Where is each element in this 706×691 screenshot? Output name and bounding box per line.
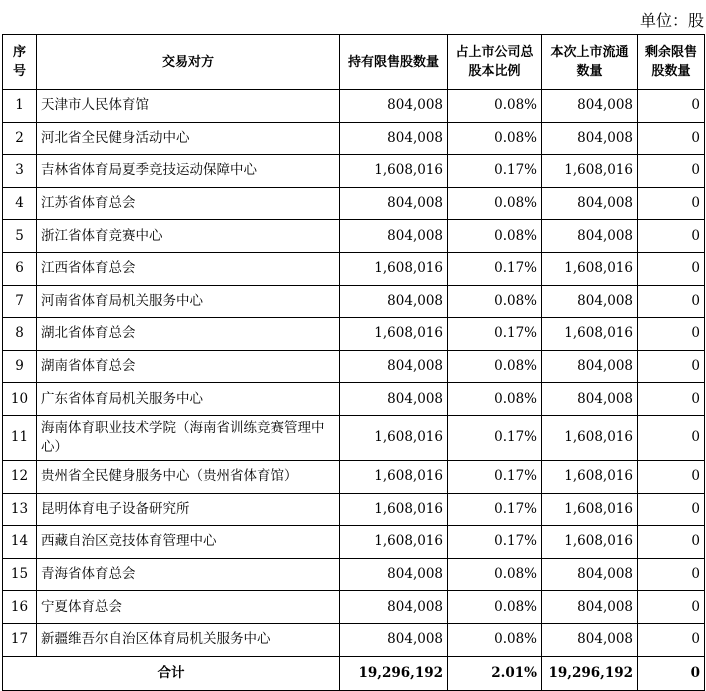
row-listed-shares: 804,008 — [542, 591, 638, 624]
row-listed-shares: 804,008 — [542, 90, 638, 123]
row-remaining-shares: 0 — [638, 187, 705, 220]
total-row — [3, 656, 705, 690]
row-counterparty: 浙江省体育竞赛中心 — [37, 220, 340, 253]
row-remaining-shares: 0 — [638, 415, 705, 460]
row-held-shares: 1,608,016 — [340, 526, 448, 559]
table-header-row — [3, 35, 705, 90]
row-held-shares: 1,608,016 — [340, 318, 448, 351]
total-label: 合计 — [3, 656, 340, 690]
row-listed-shares: 1,608,016 — [542, 252, 638, 285]
table-row — [3, 155, 705, 188]
row-number: 15 — [3, 558, 37, 591]
row-held-shares: 804,008 — [340, 558, 448, 591]
row-listed-shares: 804,008 — [542, 383, 638, 416]
total-listed: 19,296,192 — [542, 656, 638, 690]
row-held-shares: 804,008 — [340, 350, 448, 383]
row-counterparty: 湖北省体育总会 — [37, 318, 340, 351]
row-ratio: 0.17% — [448, 155, 542, 188]
table-row — [3, 623, 705, 656]
row-counterparty: 江苏省体育总会 — [37, 187, 340, 220]
row-number: 3 — [3, 155, 37, 188]
row-ratio: 0.08% — [448, 90, 542, 123]
row-listed-shares: 1,608,016 — [542, 460, 638, 493]
header-listed-shares: 本次上市流通数量 — [542, 35, 638, 90]
row-held-shares: 1,608,016 — [340, 460, 448, 493]
table-row — [3, 460, 705, 493]
row-counterparty: 江西省体育总会 — [37, 252, 340, 285]
row-remaining-shares: 0 — [638, 493, 705, 526]
header-held-shares: 持有限售股数量 — [340, 35, 448, 90]
row-ratio: 0.17% — [448, 460, 542, 493]
row-number: 17 — [3, 623, 37, 656]
row-ratio: 0.08% — [448, 220, 542, 253]
table-body — [3, 90, 705, 657]
unit-label: 单位：股 — [639, 11, 704, 30]
table-row — [3, 591, 705, 624]
row-remaining-shares: 0 — [638, 383, 705, 416]
row-counterparty: 湖南省体育总会 — [37, 350, 340, 383]
row-listed-shares: 1,608,016 — [542, 415, 638, 460]
row-ratio: 0.17% — [448, 318, 542, 351]
row-listed-shares: 1,608,016 — [542, 493, 638, 526]
row-held-shares: 804,008 — [340, 623, 448, 656]
table-row — [3, 318, 705, 351]
row-remaining-shares: 0 — [638, 318, 705, 351]
total-ratio: 2.01% — [448, 656, 542, 690]
row-counterparty: 吉林省体育局夏季竞技运动保障中心 — [37, 155, 340, 188]
row-ratio: 0.08% — [448, 350, 542, 383]
row-ratio: 0.08% — [448, 591, 542, 624]
row-listed-shares: 804,008 — [542, 623, 638, 656]
row-ratio: 0.08% — [448, 122, 542, 155]
row-held-shares: 804,008 — [340, 285, 448, 318]
row-counterparty: 天津市人民体育馆 — [37, 90, 340, 123]
header-ratio: 占上市公司总股本比例 — [448, 35, 542, 90]
row-ratio: 0.08% — [448, 623, 542, 656]
row-number: 2 — [3, 122, 37, 155]
row-listed-shares: 804,008 — [542, 285, 638, 318]
row-number: 4 — [3, 187, 37, 220]
row-number: 16 — [3, 591, 37, 624]
row-held-shares: 1,608,016 — [340, 493, 448, 526]
row-counterparty: 西藏自治区竞技体育管理中心 — [37, 526, 340, 559]
row-listed-shares: 1,608,016 — [542, 526, 638, 559]
row-listed-shares: 1,608,016 — [542, 318, 638, 351]
row-remaining-shares: 0 — [638, 122, 705, 155]
row-ratio: 0.17% — [448, 493, 542, 526]
row-held-shares: 1,608,016 — [340, 415, 448, 460]
row-remaining-shares: 0 — [638, 220, 705, 253]
row-counterparty: 河北省全民健身活动中心 — [37, 122, 340, 155]
row-held-shares: 804,008 — [340, 220, 448, 253]
row-number: 1 — [3, 90, 37, 123]
table-row — [3, 90, 705, 123]
row-counterparty: 贵州省全民健身服务中心（贵州省体育馆） — [37, 460, 340, 493]
row-held-shares: 804,008 — [340, 187, 448, 220]
row-remaining-shares: 0 — [638, 155, 705, 188]
table-row — [3, 350, 705, 383]
row-listed-shares: 804,008 — [542, 122, 638, 155]
row-number: 7 — [3, 285, 37, 318]
table-row — [3, 252, 705, 285]
row-listed-shares: 804,008 — [542, 220, 638, 253]
row-ratio: 0.08% — [448, 558, 542, 591]
row-ratio: 0.08% — [448, 285, 542, 318]
row-remaining-shares: 0 — [638, 623, 705, 656]
row-held-shares: 1,608,016 — [340, 155, 448, 188]
row-counterparty: 青海省体育总会 — [37, 558, 340, 591]
row-remaining-shares: 0 — [638, 558, 705, 591]
row-listed-shares: 804,008 — [542, 187, 638, 220]
row-remaining-shares: 0 — [638, 460, 705, 493]
table-row — [3, 415, 705, 460]
row-held-shares: 804,008 — [340, 122, 448, 155]
row-held-shares: 1,608,016 — [340, 252, 448, 285]
restricted-shares-table — [2, 34, 705, 691]
row-number: 10 — [3, 383, 37, 416]
row-number: 11 — [3, 415, 37, 460]
total-remaining: 0 — [638, 656, 705, 690]
row-ratio: 0.17% — [448, 526, 542, 559]
row-counterparty: 昆明体育电子设备研究所 — [37, 493, 340, 526]
row-remaining-shares: 0 — [638, 591, 705, 624]
row-number: 9 — [3, 350, 37, 383]
row-number: 14 — [3, 526, 37, 559]
row-listed-shares: 804,008 — [542, 350, 638, 383]
header-remaining-shares: 剩余限售股数量 — [638, 35, 705, 90]
row-number: 5 — [3, 220, 37, 253]
row-counterparty: 海南体育职业技术学院（海南省训练竞赛管理中心） — [37, 415, 340, 460]
row-held-shares: 804,008 — [340, 591, 448, 624]
row-remaining-shares: 0 — [638, 350, 705, 383]
row-number: 12 — [3, 460, 37, 493]
row-ratio: 0.17% — [448, 415, 542, 460]
table-row — [3, 285, 705, 318]
row-ratio: 0.08% — [448, 187, 542, 220]
table-row — [3, 187, 705, 220]
row-ratio: 0.08% — [448, 383, 542, 416]
row-ratio: 0.17% — [448, 252, 542, 285]
row-counterparty: 宁夏体育总会 — [37, 591, 340, 624]
table-row — [3, 558, 705, 591]
row-counterparty: 广东省体育局机关服务中心 — [37, 383, 340, 416]
row-number: 13 — [3, 493, 37, 526]
table-row — [3, 122, 705, 155]
header-counterparty: 交易对方 — [37, 35, 340, 90]
row-held-shares: 804,008 — [340, 383, 448, 416]
row-remaining-shares: 0 — [638, 526, 705, 559]
row-remaining-shares: 0 — [638, 252, 705, 285]
header-no: 序号 — [3, 35, 37, 90]
row-listed-shares: 1,608,016 — [542, 155, 638, 188]
row-number: 6 — [3, 252, 37, 285]
row-counterparty: 新疆维吾尔自治区体育局机关服务中心 — [37, 623, 340, 656]
row-held-shares: 804,008 — [340, 90, 448, 123]
row-counterparty: 河南省体育局机关服务中心 — [37, 285, 340, 318]
table-row — [3, 526, 705, 559]
table-row — [3, 220, 705, 253]
table-row — [3, 493, 705, 526]
total-held: 19,296,192 — [340, 656, 448, 690]
table-row — [3, 383, 705, 416]
row-listed-shares: 804,008 — [542, 558, 638, 591]
row-remaining-shares: 0 — [638, 285, 705, 318]
row-remaining-shares: 0 — [638, 90, 705, 123]
row-number: 8 — [3, 318, 37, 351]
